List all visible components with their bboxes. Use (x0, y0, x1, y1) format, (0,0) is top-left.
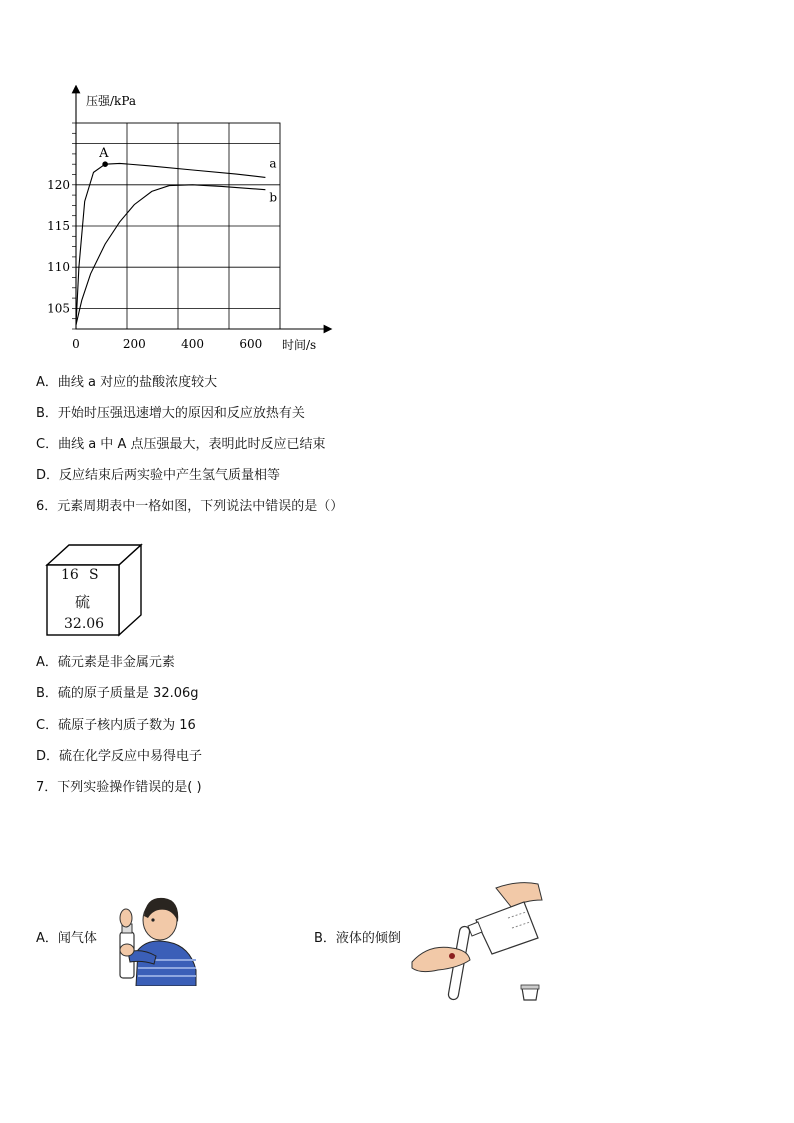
q5-option-d: D．反应结束后两实验中产生氢气质量相等 (36, 468, 281, 483)
element-cell-sulfur (44, 543, 144, 638)
y-tick-label: 115 (47, 219, 70, 233)
q6-option-b: B．硫的原子质量是 32.06g (36, 686, 199, 701)
pressure-time-chart (30, 85, 340, 360)
element-name: 硫 (75, 593, 91, 611)
y-tick-label: 110 (47, 260, 70, 275)
atomic-number: 16 (61, 567, 79, 583)
series-label-b: b (269, 190, 278, 205)
x-tick-label: 0 (72, 337, 80, 351)
q5-option-b: B．开始时压强迅速增大的原因和反应放热有关 (36, 406, 305, 421)
smelling-gas-illustration (108, 890, 200, 986)
chart-labels (47, 94, 316, 352)
x-axis-label: 时间/s (282, 338, 317, 352)
y-tick-label: 105 (47, 301, 70, 316)
q7-option-a-label: A．闻气体 (36, 931, 97, 946)
y-axis-label: 压强/kPa (86, 94, 137, 108)
q5-option-c: C．曲线 a 中 A 点压强最大，表明此时反应已结束 (36, 437, 326, 452)
point-a-marker (102, 161, 108, 167)
q5-option-a: A．曲线 a 对应的盐酸浓度较大 (36, 375, 218, 390)
point-a-label: A (99, 146, 109, 162)
q6-stem: 6．元素周期表中一格如图，下列说法中错误的是（） (36, 499, 344, 514)
q6-option-a: A．硫元素是非金属元素 (36, 655, 175, 670)
atomic-mass: 32.06 (64, 616, 105, 632)
q7-option-b-label: B．液体的倾倒 (314, 931, 401, 946)
q6-option-d: D．硫在化学反应中易得电子 (36, 749, 203, 764)
q7-stem: 7．下列实验操作错误的是( ) (36, 780, 202, 795)
q6-option-c: C．硫原子核内质子数为 16 (36, 718, 196, 733)
y-tick-label: 120 (47, 177, 70, 192)
chart-axes (76, 89, 328, 329)
chart-series (76, 161, 265, 325)
series-label-a: a (269, 156, 277, 171)
series-line-b (76, 185, 265, 325)
x-tick-label: 200 (122, 337, 146, 351)
x-tick-label: 600 (239, 337, 263, 351)
element-symbol: S (89, 567, 99, 583)
pouring-liquid-illustration (408, 878, 548, 1006)
x-tick-label: 400 (181, 337, 205, 351)
